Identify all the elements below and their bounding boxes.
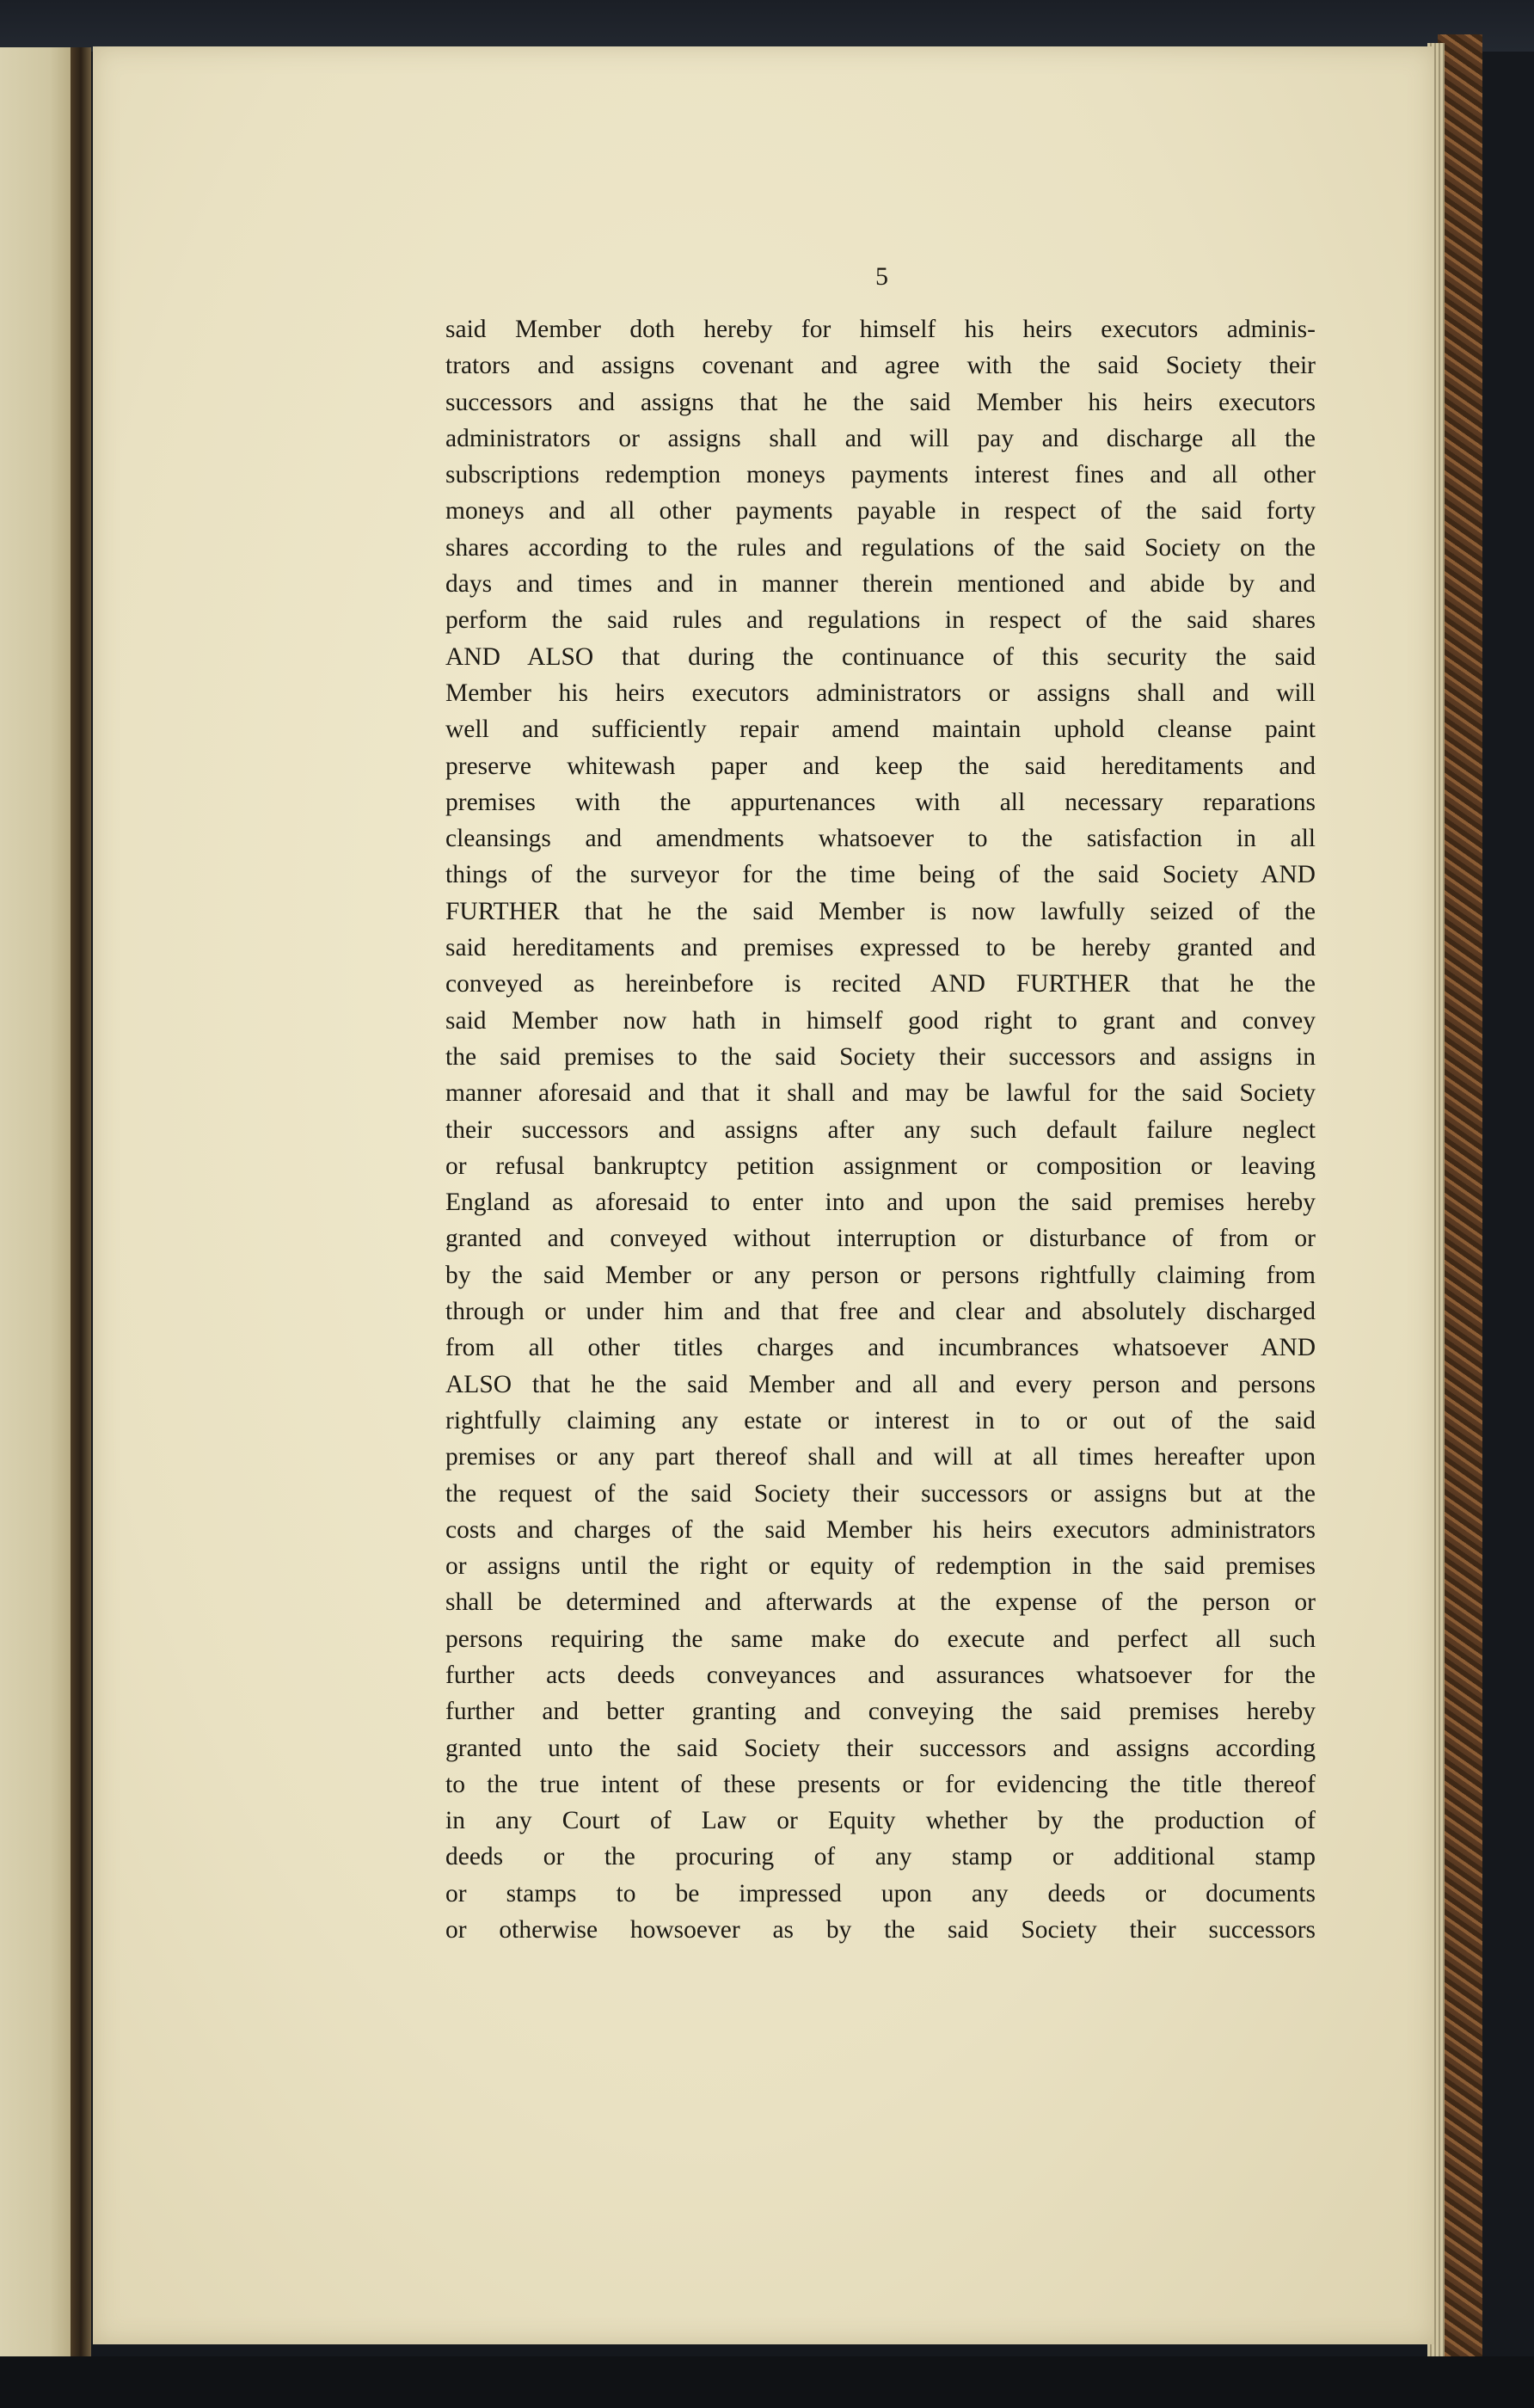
text-line: the said premises to the said Society their successors and assigns in <box>445 1042 1316 1071</box>
text-line: through or under him and that free and clear and absolutely discharged <box>445 1298 1316 1326</box>
text-line: further acts deeds conveyances and assurances whatsoever for the <box>445 1661 1316 1689</box>
text-line: the request of the said Society their successors or assigns but at the <box>445 1479 1316 1508</box>
text-line: shall be determined and afterwards at the expense of the person or <box>445 1588 1316 1617</box>
text-line: well and sufficiently repair amend maintain uphold cleanse paint <box>445 716 1316 744</box>
text-line: AND ALSO that during the continuance of this security the said <box>445 642 1316 671</box>
text-line: from all other titles charges and incumbrances whatsoever AND <box>445 1334 1316 1362</box>
text-line: conveyed as hereinbefore is recited AND FURTHER that he the <box>445 970 1316 998</box>
text-line: perform the said rules and regulations in respect of the said shares <box>445 606 1316 635</box>
text-line: ALSO that he the said Member and all and every person and persons <box>445 1370 1316 1398</box>
text-line: preserve whitewash paper and keep the said hereditaments and <box>445 752 1316 780</box>
text-line: England as aforesaid to enter into and upon the said premises hereby <box>445 1189 1316 1217</box>
text-line: persons requiring the same make do execute and perfect all such <box>445 1625 1316 1653</box>
text-line: administrators or assigns shall and will pay and discharge all the <box>445 424 1316 452</box>
text-line: or otherwise howsoever as by the said Society their successors <box>445 1916 1316 1944</box>
text-line: premises with the appurtenances with all necessary reparations <box>445 788 1316 816</box>
book-cover-top <box>0 0 1534 52</box>
page-number: 5 <box>875 262 888 291</box>
text-line: or refusal bankruptcy petition assignment or composition or leaving <box>445 1152 1316 1180</box>
text-line: shares according to the rules and regulations of the said Society on the <box>445 533 1316 562</box>
text-line: further and better granting and conveying the said premises hereby <box>445 1698 1316 1726</box>
text-line: granted unto the said Society their successors and assigns according <box>445 1734 1316 1762</box>
text-line: days and times and in manner therein mentioned and abide by and <box>445 570 1316 599</box>
text-line: or assigns until the right or equity of redemption in the said premises <box>445 1552 1316 1581</box>
text-line: things of the surveyor for the time being of the said Society AND <box>445 861 1316 889</box>
text-line: moneys and all other payments payable in respect of the said forty <box>445 497 1316 525</box>
text-line: rightfully claiming any estate or interest in to or out of the said <box>445 1406 1316 1434</box>
text-line: premises or any part thereof shall and will at all times hereafter upon <box>445 1443 1316 1471</box>
text-line: said Member now hath in himself good right to grant and convey <box>445 1006 1316 1035</box>
text-line: deeds or the procuring of any stamp or additional stamp <box>445 1843 1316 1871</box>
text-line: said hereditaments and premises expressed to be hereby granted and <box>445 934 1316 962</box>
text-line: Member his heirs executors administrators or assigns shall and will <box>445 679 1316 707</box>
text-line: or stamps to be impressed upon any deeds or documents <box>445 1879 1316 1907</box>
text-line: said Member doth hereby for himself his heirs executors adminis- <box>445 316 1316 343</box>
text-line: subscriptions redemption moneys payments interest fines and all other <box>445 461 1316 489</box>
text-line: FURTHER that he the said Member is now lawfully seized of the <box>445 897 1316 925</box>
text-line: successors and assigns that he the said Member his heirs executors <box>445 388 1316 416</box>
text-line: trators and assigns covenant and agree with the said Society their <box>445 352 1316 380</box>
text-line: costs and charges of the said Member his heirs executors administrators <box>445 1515 1316 1544</box>
text-line: their successors and assigns after any such default failure neglect <box>445 1115 1316 1144</box>
text-line: manner aforesaid and that it shall and may be lawful for the said Society <box>445 1079 1316 1108</box>
text-line: by the said Member or any person or persons rightfully claiming from <box>445 1261 1316 1289</box>
left-facing-page <box>0 47 71 2369</box>
book-cover-bottom <box>0 2356 1534 2408</box>
book-gutter <box>71 47 91 2369</box>
text-line: granted and conveyed without interruption or disturbance of from or <box>445 1225 1316 1253</box>
text-line: cleansings and amendments whatsoever to the satisfaction in all <box>445 825 1316 853</box>
text-line: to the true intent of these presents or for evidencing the title thereof <box>445 1770 1316 1798</box>
text-line: in any Court of Law or Equity whether by the production of <box>445 1807 1316 1835</box>
body-text <box>445 311 1316 1948</box>
